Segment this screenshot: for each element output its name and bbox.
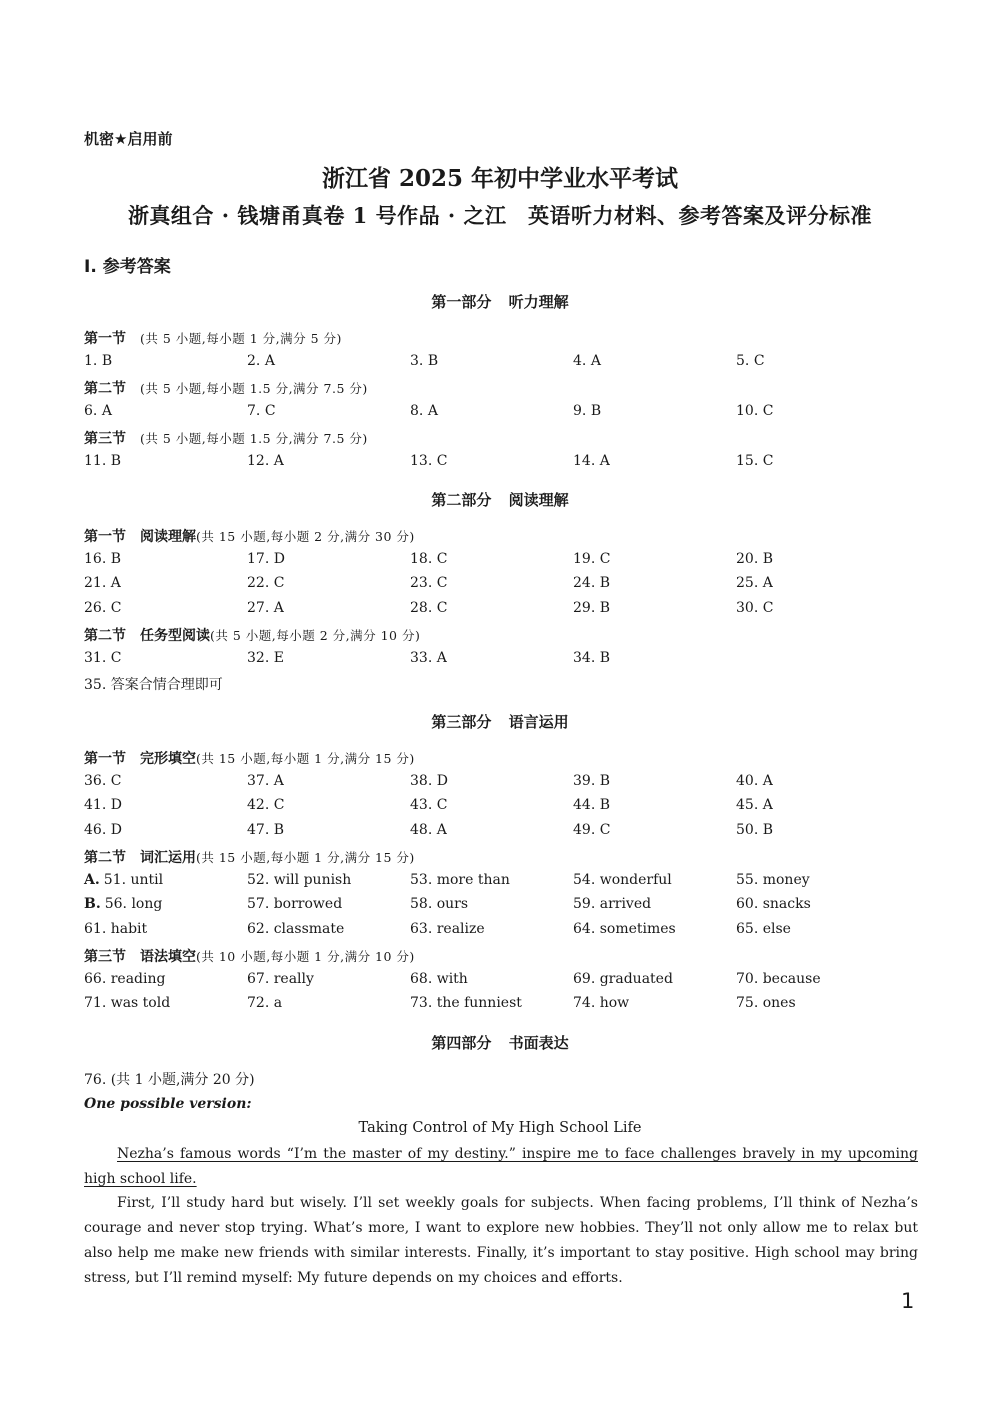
- answer-item: [410, 650, 447, 666]
- question-number: 39.: [573, 772, 596, 789]
- question-number: 44.: [573, 797, 596, 814]
- exam-subtitle: 浙真组合 · 钱塘甬真卷 1 号作品 · 之江 英语听力材料、参考答案及评分标准: [127, 203, 873, 228]
- answer-item: [573, 921, 676, 937]
- essay-paragraph-1: Nezha’s famous words “I’m the master of my destiny.” inspire me to face challenges bravely in my upcoming high school life.: [84, 1146, 918, 1187]
- question-number: 31.: [84, 649, 107, 666]
- question-number: 49.: [573, 822, 596, 839]
- group-prefix: A.: [84, 871, 100, 888]
- answer-item: [410, 797, 447, 813]
- section-header: [84, 428, 368, 448]
- answer-item: [84, 551, 121, 567]
- question-number: 43.: [410, 797, 433, 814]
- section-label: 任务型阅读: [140, 628, 210, 644]
- possible-version-label: One possible version:: [84, 1096, 252, 1112]
- question-number: 30.: [736, 600, 759, 617]
- question-number: 74.: [573, 995, 596, 1012]
- question-number: 12.: [247, 452, 270, 469]
- answer-item: [736, 453, 773, 469]
- section-header: [84, 946, 415, 966]
- question-number: 75.: [736, 995, 759, 1012]
- answer-value: A: [762, 575, 773, 592]
- question-number: 50.: [736, 822, 759, 839]
- answer-value: with: [436, 970, 468, 987]
- question-number: 62.: [247, 921, 270, 938]
- answer-value: D: [110, 822, 122, 839]
- section-description: (共 15 小题,每小题 1 分,满分 15 分): [196, 850, 415, 865]
- confidential-label: 机密★启用前: [84, 130, 173, 148]
- answer-value: snacks: [762, 896, 811, 913]
- answer-item: [736, 403, 773, 419]
- answer-value: will punish: [273, 871, 352, 888]
- question-number: 61.: [84, 921, 107, 938]
- answer-item: [410, 921, 485, 937]
- answer-item: [573, 797, 610, 813]
- answer-item: [84, 995, 170, 1011]
- question-number: 1.: [84, 352, 98, 369]
- answer-value: C: [110, 600, 122, 617]
- answer-item: [573, 353, 601, 369]
- answer-item: [573, 551, 610, 567]
- answer-item: [410, 575, 447, 591]
- question-number: 34.: [573, 649, 596, 666]
- answer-value: else: [762, 921, 791, 938]
- answer-value: really: [273, 970, 314, 987]
- question-number: 24.: [573, 575, 596, 592]
- essay-title: Taking Control of My High School Life: [358, 1120, 642, 1136]
- section-header: [84, 526, 415, 546]
- question-number: 29.: [573, 600, 596, 617]
- answer-value: a: [273, 995, 283, 1012]
- answer-value: long: [131, 896, 163, 913]
- answer-value: ones: [762, 995, 796, 1012]
- answer-value: B: [599, 600, 611, 617]
- answer-value: B: [599, 797, 611, 814]
- question-number: 32.: [247, 649, 270, 666]
- question-number: 51.: [103, 871, 127, 888]
- question-number: 55.: [736, 871, 759, 888]
- question-number: 41.: [84, 797, 107, 814]
- answer-item: [84, 773, 121, 789]
- answer-value: C: [436, 575, 448, 592]
- section-label: 完形填空: [140, 751, 196, 767]
- section-description: (共 5 小题,每小题 1 分,满分 5 分): [140, 331, 342, 346]
- answer-item: [84, 822, 122, 838]
- answer-item: [247, 773, 284, 789]
- answer-value: C: [110, 649, 122, 666]
- section-number: 第一节: [84, 751, 126, 767]
- answer-value: A: [110, 575, 121, 592]
- question-number: 23.: [410, 575, 433, 592]
- question-number: 69.: [573, 970, 596, 987]
- answer-value: A: [599, 452, 610, 469]
- answer-value: A: [436, 649, 447, 666]
- question-number: 46.: [84, 822, 107, 839]
- answer-value: B: [762, 822, 774, 839]
- question-number: 22.: [247, 575, 270, 592]
- question-number: 48.: [410, 822, 433, 839]
- part-title: 第一部分 听力理解: [431, 293, 569, 311]
- question-number: 72.: [247, 995, 270, 1012]
- answer-item: [573, 896, 651, 912]
- question-number: 67.: [247, 970, 270, 987]
- answer-item: [410, 896, 468, 912]
- answer-value: classmate: [273, 921, 345, 938]
- answer-value: C: [436, 797, 448, 814]
- answer-value: A: [427, 402, 438, 419]
- question-number: 53.: [410, 871, 433, 888]
- group-prefix: B.: [84, 896, 101, 913]
- question-number: 25.: [736, 575, 759, 592]
- answer-value: A: [273, 452, 284, 469]
- section-number: 第三节: [84, 431, 126, 447]
- answer-item: [247, 353, 275, 369]
- answer-value: C: [110, 772, 122, 789]
- question-number: 16.: [84, 550, 107, 567]
- question-number: 47.: [247, 822, 270, 839]
- answer-item: [84, 403, 112, 419]
- question-number: 27.: [247, 600, 270, 617]
- question-number: 40.: [736, 772, 759, 789]
- answer-value: C: [599, 822, 611, 839]
- answer-value: because: [762, 970, 821, 987]
- section-number: 第二节: [84, 850, 126, 866]
- question-number: 28.: [410, 600, 433, 617]
- question-number: 9.: [573, 402, 587, 419]
- section-description: (共 5 小题,每小题 1.5 分,满分 7.5 分): [140, 431, 368, 446]
- answer-value: borrowed: [273, 896, 343, 913]
- answer-value: was told: [110, 995, 171, 1012]
- answer-item: [573, 971, 673, 987]
- answer-value: C: [762, 452, 774, 469]
- question-number: 26.: [84, 600, 107, 617]
- answer-item: [410, 551, 447, 567]
- answer-item: [84, 650, 121, 666]
- answer-value: B: [590, 402, 602, 419]
- answer-value: A: [273, 772, 284, 789]
- question-number: 15.: [736, 452, 759, 469]
- exam-title: 浙江省 2025 年初中学业水平考试: [321, 165, 679, 192]
- answer-item: [247, 797, 284, 813]
- part-title: 第二部分 阅读理解: [431, 491, 569, 509]
- question-number: 36.: [84, 772, 107, 789]
- question-number: 14.: [573, 452, 596, 469]
- answer-value: how: [599, 995, 630, 1012]
- answer-item: [736, 872, 810, 888]
- answers-heading: Ⅰ. 参考答案: [84, 257, 171, 277]
- section-description: (共 15 小题,每小题 1 分,满分 15 分): [196, 751, 415, 766]
- section-label: 词汇运用: [140, 850, 196, 866]
- answer-value: B: [110, 550, 122, 567]
- answer-item: [736, 797, 773, 813]
- answer-item: [410, 971, 468, 987]
- answer-value: A: [590, 352, 601, 369]
- question-number: 54.: [573, 871, 596, 888]
- question-number: 20.: [736, 550, 759, 567]
- answer-value: C: [436, 452, 448, 469]
- answer-value: until: [130, 871, 164, 888]
- answer-value: D: [110, 797, 122, 814]
- question-number: 45.: [736, 797, 759, 814]
- answer-item: [573, 453, 610, 469]
- question-number: 38.: [410, 772, 433, 789]
- question-number: 21.: [84, 575, 107, 592]
- answer-value: B: [101, 352, 113, 369]
- answer-value: graduated: [599, 970, 673, 987]
- answer-value: C: [762, 402, 774, 419]
- answer-item: [247, 822, 284, 838]
- answer-item: [573, 822, 610, 838]
- answer-item: [84, 896, 162, 912]
- answer-value: A: [264, 352, 275, 369]
- section-description: (共 5 小题,每小题 2 分,满分 10 分): [210, 628, 421, 643]
- question-number: 17.: [247, 550, 270, 567]
- answer-value: A: [762, 772, 773, 789]
- answer-item: [247, 403, 276, 419]
- question-number: 13.: [410, 452, 433, 469]
- answer-value: B: [427, 352, 439, 369]
- answer-note: 35. 答案合情合理即可: [84, 677, 223, 694]
- section-number: 第二节: [84, 628, 126, 644]
- answer-item: [736, 921, 791, 937]
- answer-value: A: [273, 600, 284, 617]
- answer-item: [736, 896, 811, 912]
- page-number: 1: [901, 1289, 915, 1313]
- answer-value: reading: [110, 970, 166, 987]
- question-number: 66.: [84, 970, 107, 987]
- answer-value: sometimes: [599, 921, 676, 938]
- section-label: 阅读理解: [140, 529, 196, 545]
- answer-value: money: [762, 871, 810, 888]
- section-number: 第一节: [84, 331, 126, 347]
- answer-value: B: [110, 452, 122, 469]
- answer-item: [247, 551, 285, 567]
- answer-item: [736, 575, 773, 591]
- answer-value: C: [273, 575, 285, 592]
- question-number: 56.: [104, 896, 127, 913]
- answer-value: B: [599, 575, 611, 592]
- answer-item: [410, 995, 522, 1011]
- question-number: 59.: [573, 896, 596, 913]
- question-number: 18.: [410, 550, 433, 567]
- answer-item: [736, 551, 773, 567]
- answer-item: [573, 575, 610, 591]
- answer-value: C: [436, 600, 448, 617]
- answer-item: [573, 773, 610, 789]
- answer-item: [247, 896, 342, 912]
- answer-value: A: [762, 797, 773, 814]
- answer-item: [84, 575, 121, 591]
- answer-value: realize: [436, 921, 485, 938]
- answer-value: B: [762, 550, 774, 567]
- answer-item: [84, 921, 147, 937]
- question-number: 10.: [736, 402, 759, 419]
- answer-value: A: [101, 402, 112, 419]
- question-number: 7.: [247, 402, 261, 419]
- answer-item: [736, 995, 796, 1011]
- question-number: 8.: [410, 402, 424, 419]
- essay-paragraph-2: First, I’ll study hard but wisely. I’ll set weekly goals for subjects. When facing problems, I’ll think of Nezha’s courage and never stop trying. What’s more, I want to explore new hobbies. They’ll not only allow me to relax but also help me make new friends with similar interests. Finally, it’s important to stay positive. High school may bring stress, but I’ll remind myself: My future depends on my choices and efforts.: [84, 1195, 918, 1286]
- section-header: [84, 328, 342, 348]
- answer-item: [247, 872, 351, 888]
- question-76-label: 76. (共 1 小题,满分 20 分): [84, 1072, 255, 1088]
- answer-item: [410, 773, 448, 789]
- answer-item: [736, 600, 773, 616]
- question-number: 65.: [736, 921, 759, 938]
- question-number: 57.: [247, 896, 270, 913]
- section-label: 语法填空: [140, 949, 196, 965]
- answer-item: [247, 971, 314, 987]
- answer-item: [247, 453, 284, 469]
- question-number: 2.: [247, 352, 261, 369]
- answer-item: [573, 872, 672, 888]
- answer-item: [736, 971, 821, 987]
- answer-value: more than: [436, 871, 510, 888]
- answer-item: [247, 995, 282, 1011]
- answer-value: A: [436, 822, 447, 839]
- answer-value: B: [273, 822, 285, 839]
- section-description: (共 10 小题,每小题 1 分,满分 10 分): [196, 949, 415, 964]
- answer-value: wonderful: [599, 871, 672, 888]
- answer-item: [84, 353, 112, 369]
- section-number: 第三节: [84, 949, 126, 965]
- answer-item: [84, 971, 165, 987]
- part-title: 第四部分 书面表达: [431, 1034, 569, 1052]
- question-number: 5.: [736, 352, 750, 369]
- answer-item: [84, 453, 121, 469]
- section-number: 第二节: [84, 381, 126, 397]
- question-number: 68.: [410, 970, 433, 987]
- answer-value: arrived: [599, 896, 652, 913]
- answer-value: C: [436, 550, 448, 567]
- question-number: 3.: [410, 352, 424, 369]
- question-number: 70.: [736, 970, 759, 987]
- question-number: 58.: [410, 896, 433, 913]
- question-number: 63.: [410, 921, 433, 938]
- answer-item: [247, 575, 284, 591]
- answer-item: [573, 600, 610, 616]
- answer-item: [736, 353, 765, 369]
- section-description: (共 15 小题,每小题 2 分,满分 30 分): [196, 529, 415, 544]
- answer-value: B: [599, 649, 611, 666]
- question-number: 6.: [84, 402, 98, 419]
- answer-value: the funniest: [436, 995, 522, 1012]
- section-header: [84, 748, 415, 768]
- answer-item: [573, 995, 629, 1011]
- answer-value: D: [436, 772, 448, 789]
- answer-item: [84, 600, 121, 616]
- question-number: 73.: [410, 995, 433, 1012]
- section-header: [84, 378, 368, 398]
- answer-value: D: [273, 550, 285, 567]
- section-description: (共 5 小题,每小题 1.5 分,满分 7.5 分): [140, 381, 368, 396]
- answer-item: [736, 822, 773, 838]
- answer-item: [410, 822, 447, 838]
- question-number: 64.: [573, 921, 596, 938]
- answer-item: [410, 353, 438, 369]
- answer-value: habit: [110, 921, 148, 938]
- essay-body: [84, 1142, 918, 1290]
- question-number: 60.: [736, 896, 759, 913]
- answer-item: [573, 403, 601, 419]
- section-header: [84, 625, 420, 645]
- question-number: 37.: [247, 772, 270, 789]
- question-number: 11.: [84, 452, 107, 469]
- question-number: 4.: [573, 352, 587, 369]
- answer-item: [410, 600, 447, 616]
- section-header: [84, 847, 415, 867]
- answer-item: [736, 773, 773, 789]
- answer-item: [84, 872, 163, 888]
- answer-item: [84, 797, 122, 813]
- answer-value: E: [273, 649, 284, 666]
- answer-value: B: [599, 772, 611, 789]
- answer-value: C: [264, 402, 276, 419]
- answer-item: [410, 403, 438, 419]
- answer-item: [410, 872, 510, 888]
- question-number: 42.: [247, 797, 270, 814]
- question-number: 71.: [84, 995, 107, 1012]
- answer-item: [247, 650, 284, 666]
- answer-item: [247, 921, 344, 937]
- answer-value: C: [273, 797, 285, 814]
- question-number: 33.: [410, 649, 433, 666]
- answer-item: [247, 600, 284, 616]
- answer-item: [410, 453, 447, 469]
- answer-item: [573, 650, 610, 666]
- section-number: 第一节: [84, 529, 126, 545]
- question-number: 19.: [573, 550, 596, 567]
- question-number: 52.: [247, 871, 270, 888]
- answer-value: C: [762, 600, 774, 617]
- answer-value: ours: [436, 896, 469, 913]
- part-title: 第三部分 语言运用: [431, 713, 569, 731]
- answer-value: C: [599, 550, 611, 567]
- answer-value: C: [753, 352, 765, 369]
